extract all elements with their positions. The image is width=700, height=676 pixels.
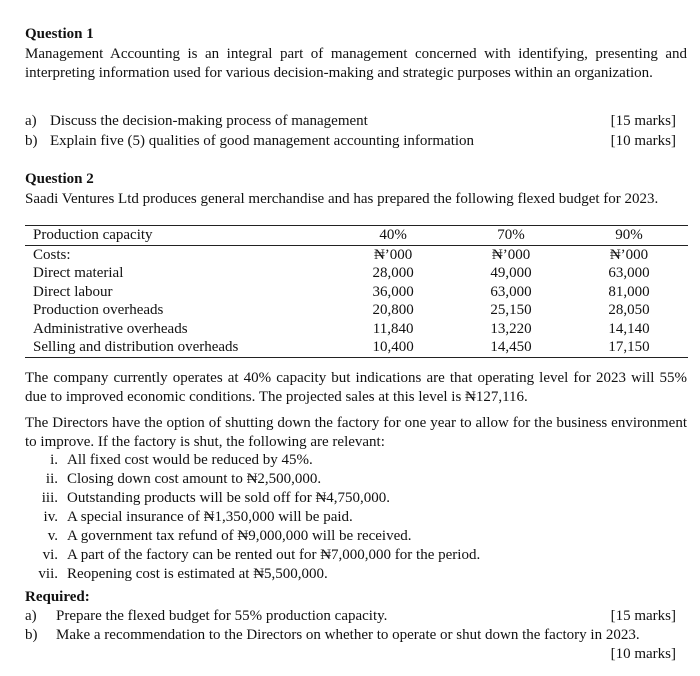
item-text: Explain five (5) qualities of good management accounting information [50,133,475,149]
flexed-budget-table [25,225,688,358]
list-item-text: All fixed cost would be reduced by 45%. [67,452,313,468]
table-cell: 17,150 [570,338,688,357]
table-header-cell: 90% [570,226,688,246]
list-item-text: A government tax refund of ₦9,000,000 will be received. [67,528,412,544]
question-2-title: Question 2 [25,171,94,187]
table-cell: Costs: [33,246,71,263]
item-text: Discuss the decision-making process of management [50,113,368,129]
list-item-number: vii. [38,566,58,582]
question-1-intro: Management Accounting is an integral part of management concerned with identifying, presenting and interpreting information used for various decision-making and strategic purposes within an organization. [25,46,687,81]
table-cell: Direct material [33,265,124,281]
table-row [25,320,688,339]
item-label: b) [25,133,38,149]
table-cell: 28,050 [608,302,650,318]
item-marks: [15 marks] [610,113,676,129]
item-label: a) [25,113,37,129]
table-cell: 11,840 [372,320,414,337]
table-row [25,264,688,283]
list-item-number: i. [50,452,58,468]
table-cell: 49,000 [490,265,532,281]
operating-level-paragraph: The company currently operates at 40% capacity but indications are that operating level for 2023 will 55% due to improved economic conditions. The projected sales at this level is ₦127,116. [25,370,687,405]
list-item-number: v. [47,528,58,544]
table-cell: 63,000 [608,265,650,281]
shutdown-option-paragraph: The Directors have the option of shutting down the factory for one year to allow for the business environment to improve. If the factory is shut, the following are relevant: [25,415,687,450]
table-cell: ₦’000 [609,246,649,263]
table-cell: 25,150 [490,302,532,318]
table-cell: 10,400 [334,338,452,357]
item-marks: [10 marks] [610,646,676,662]
table-cell: Administrative overheads [33,320,188,337]
table-row [25,283,688,302]
table-cell: Selling and distribution overheads [25,338,334,357]
table-cell: ₦’000 [491,246,531,263]
table-row [25,338,688,357]
table-row [25,245,688,264]
item-text: Prepare the flexed budget for 55% production capacity. [56,608,388,624]
list-item-number: iii. [41,490,58,506]
table-header-cell: Production capacity [25,226,334,246]
table-cell: 28,000 [372,265,414,281]
required-title: Required: [25,589,90,605]
question-1-title: Question 1 [25,26,94,42]
table-row [25,301,688,320]
table-cell: 14,140 [608,320,650,337]
list-item-number: iv. [43,509,58,525]
table-cell: ₦’000 [373,246,413,263]
list-item-text: Outstanding products will be sold off for ₦4,750,000. [67,490,391,506]
question-2-intro: Saadi Ventures Ltd produces general merchandise and has prepared the following flexed budget for 2023. [25,191,659,207]
table-cell: Production overheads [33,302,164,318]
table-header-row [25,226,688,246]
list-item-text: A part of the factory can be rented out for ₦7,000,000 for the period. [67,547,481,563]
list-item-number: vi. [42,547,58,563]
table-cell: 14,450 [452,338,570,357]
list-item-text: A special insurance of ₦1,350,000 will be paid. [67,509,353,525]
item-text: Make a recommendation to the Directors on whether to operate or shut down the factory in 2023. [56,627,640,643]
table-cell: 13,220 [490,320,532,337]
list-item-text: Reopening cost is estimated at ₦5,500,000. [67,566,328,582]
table-cell: 20,800 [372,302,414,318]
table-cell: 36,000 [372,283,414,300]
table-cell: 63,000 [490,283,532,300]
list-item-text: Closing down cost amount to ₦2,500,000. [67,471,322,487]
table-header-cell: 40% [334,226,452,246]
table-cell: Direct labour [33,283,113,300]
item-marks: [10 marks] [610,133,676,149]
item-label: b) [25,627,38,643]
table-header-cell: 70% [452,226,570,246]
table-cell: 81,000 [608,283,650,300]
item-marks: [15 marks] [610,608,676,624]
list-item-number: ii. [45,471,58,487]
item-label: a) [25,608,37,624]
